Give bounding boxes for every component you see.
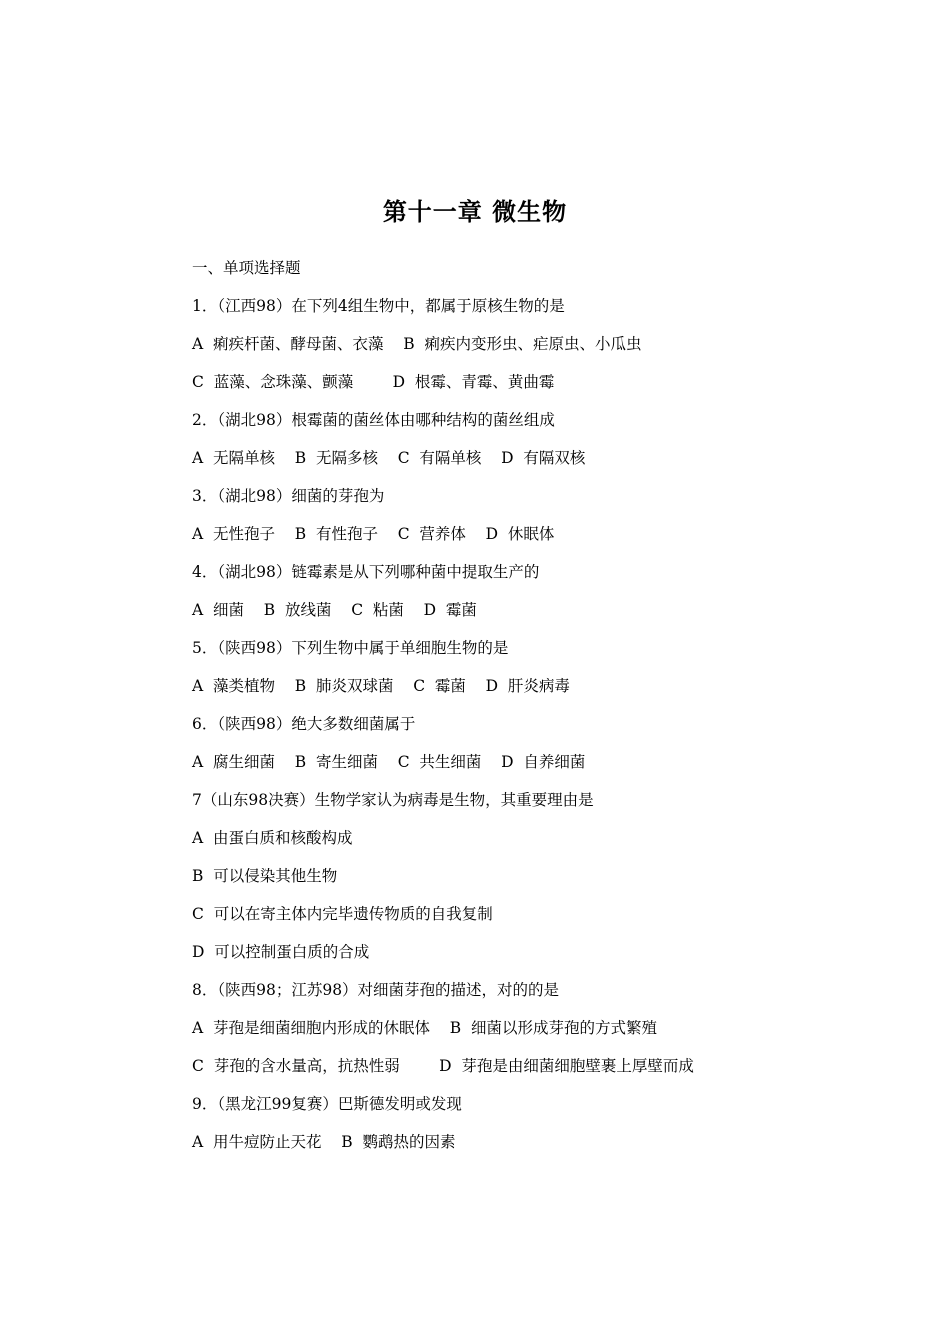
- question-7-option-b: B 可以侵染其他生物: [192, 867, 338, 885]
- question-4-options: A 细菌 B 放线菌 C 粘菌 D 霉菌: [192, 601, 477, 619]
- chapter-title: 第十一章 微生物: [382, 197, 568, 226]
- question-7-option-c: C 可以在寄主体内完毕遗传物质的自我复制: [192, 905, 493, 923]
- question-2-options: A 无隔单核 B 无隔多核 C 有隔单核 D 有隔双核: [192, 449, 586, 467]
- question-1-options-cd: C 蓝藻、念珠藻、颤藻 D 根霉、青霉、黄曲霉: [192, 373, 555, 391]
- question-1: 1．（江西98）在下列4组生物中，都属于原核生物的是: [192, 297, 565, 315]
- question-3-options: A 无性孢子 B 有性孢子 C 营养体 D 休眠体: [192, 525, 555, 543]
- question-6-options: A 腐生细菌 B 寄生细菌 C 共生细菌 D 自养细菌: [192, 753, 586, 771]
- question-8: 8．（陕西98；江苏98）对细菌芽孢的描述，对的的是: [192, 981, 560, 999]
- question-7: 7（山东98决赛）生物学家认为病毒是生物，其重要理由是: [192, 791, 594, 809]
- section-heading: 一、单项选择题: [192, 259, 301, 277]
- question-2: 2．（湖北98）根霉菌的菌丝体由哪种结构的菌丝组成: [192, 411, 555, 429]
- question-5-options: A 藻类植物 B 肺炎双球菌 C 霉菌 D 肝炎病毒: [192, 677, 570, 695]
- question-list: [192, 255, 812, 1167]
- question-1-options-ab: A 痢疾杆菌、酵母菌、衣藻 B 痢疾内变形虫、疟原虫、小瓜虫: [192, 335, 642, 353]
- question-7-option-d: D 可以控制蛋白质的合成: [192, 943, 370, 961]
- question-9: 9．（黑龙江99复赛）巴斯德发明或发现: [192, 1095, 462, 1113]
- question-9-options-ab: A 用牛痘防止天花 B 鹦鹉热的因素: [192, 1133, 456, 1151]
- question-4: 4．（湖北98）链霉素是从下列哪种菌中提取生产的: [192, 563, 540, 581]
- question-8-options-ab: A 芽孢是细菌细胞内形成的休眠体 B 细菌以形成芽孢的方式繁殖: [192, 1019, 658, 1037]
- question-7-option-a: A 由蛋白质和核酸构成: [192, 829, 353, 847]
- question-3: 3．（湖北98）细菌的芽孢为: [192, 487, 385, 505]
- question-8-options-cd: C 芽孢的含水量高，抗热性弱 D 芽孢是由细菌细胞壁裹上厚壁而成: [192, 1057, 694, 1075]
- question-5: 5．（陕西98）下列生物中属于单细胞生物的是: [192, 639, 509, 657]
- question-6: 6．（陕西98）绝大多数细菌属于: [192, 715, 416, 733]
